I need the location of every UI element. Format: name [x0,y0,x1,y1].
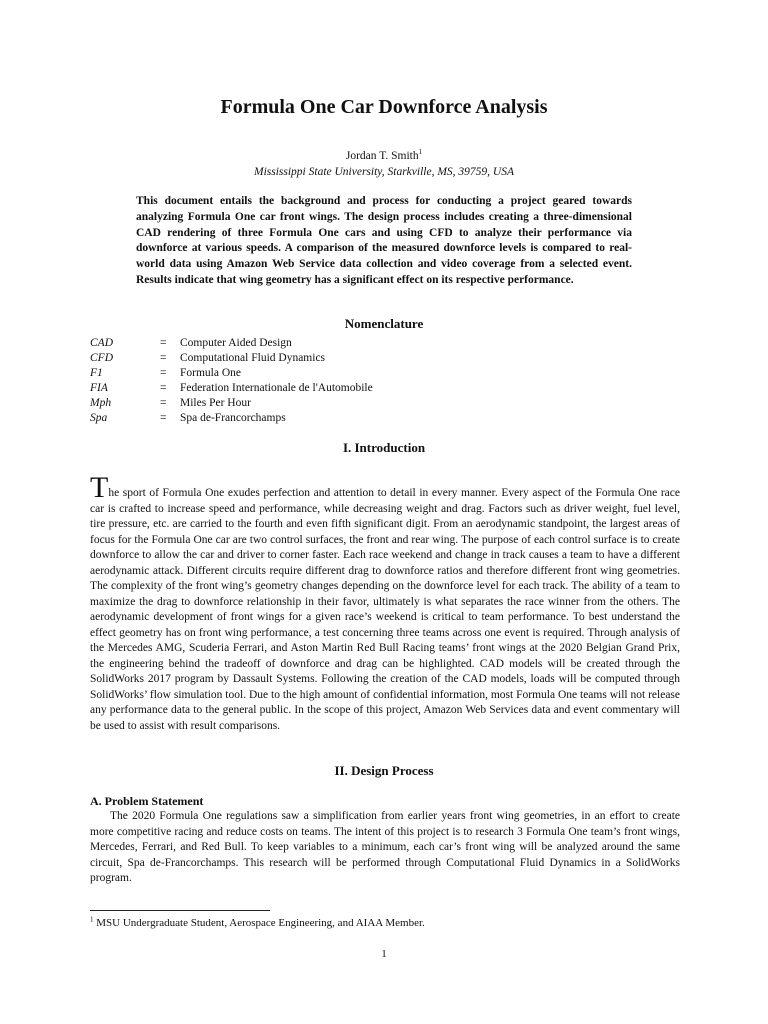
nomenclature-item [90,381,510,396]
nomenclature-abbr: CAD [90,337,113,349]
nomenclature-abbr: Spa [90,412,108,424]
nomenclature-item [90,396,510,411]
design-process-heading: II. Design Process [334,763,434,778]
nomenclature-def: Formula One [180,367,242,379]
author-affiliation: Mississippi State University, Starkville, MS, 39759, USA [253,166,514,178]
nomenclature-def: Miles Per Hour [180,397,251,409]
nomenclature-def: Spa de-Francorchamps [180,412,286,424]
nomenclature-item [90,351,510,366]
footnote-text: MSU Undergraduate Student, Aerospace Engineering, and AIAA Member. [93,917,425,929]
author-footnote-marker: 1 [418,148,423,157]
problem-statement-paragraph: The 2020 Formula One regulations saw a simplification from earlier years front wing geometries, in an effort to create more competitive racing and reduce costs on teams. The intent of this project is to research 3 Formula One team’s front wings, Mercedes, Ferrari, and Red Bull. To keep variables to a minimum, each car’s front wing will be analyzed around the same circuit, Spa de-Francorchamps. This research will be performed through Computational Fluid Dynamics in a SolidWorks program. [90,810,680,884]
nomenclature-eq: = [160,382,167,394]
introduction-heading: I. Introduction [342,440,426,455]
nomenclature-abbr: Mph [90,397,112,409]
footnote-marker: 1 [90,915,94,924]
abstract: This document entails the background and process for conducting a project geared towards analyzing Formula One car front wings. The design process includes creating a three-dimensional CAD rendering of three Formula One cars and using CFD to analyze their performance via downforce at various speeds. A comparison of the measured downforce levels is compared to real-world data using Amazon Web Service data collection and video coverage from a selected event. Results indicate that wing geometry has a significant effect on its respective performance. [136,195,632,286]
problem-statement-heading: A. Problem Statement [90,794,204,808]
nomenclature-item [90,411,510,426]
page-number: 1 [381,948,387,960]
nomenclature-item [90,336,510,351]
footnote [90,917,680,929]
introduction-paragraph [90,471,680,734]
nomenclature-def: Computer Aided Design [180,337,292,349]
nomenclature-item [90,366,510,381]
nomenclature-heading: Nomenclature [344,316,424,331]
nomenclature-def: Computational Fluid Dynamics [180,352,326,364]
author-name: Jordan T. Smith [345,150,419,162]
nomenclature-eq: = [160,397,167,409]
nomenclature-def: Federation Internationale de l'Automobile [180,382,373,394]
nomenclature-eq: = [160,337,167,349]
drop-cap: T [90,471,109,504]
paper-title: Formula One Car Downforce Analysis [220,96,548,118]
nomenclature-list [90,336,510,426]
footnote-divider [90,910,270,911]
nomenclature-eq: = [160,352,167,364]
nomenclature-abbr: F1 [90,367,103,379]
nomenclature-abbr: FIA [90,382,108,394]
nomenclature-eq: = [160,412,167,424]
nomenclature-eq: = [160,367,167,379]
author-line [0,150,768,162]
introduction-text: he sport of Formula One exudes perfection and attention to detail in every manner. Every aspect of the Formula One race car is crafted to increase speed and performance, while decreasing weight and drag. Factors such as driver weight, fuel level, tire pressure, etc. are carried to the fourth and even fifth significant digit. From an aerodynamic standpoint, the largest areas of focus for the Formula One car are two control surfaces, the front and rear wing. The purpose of each control surface is to create downforce to allow the car and driver to corner faster. Each race weekend and change in track causes a team to have a different aerodynamic attack. Different circuits require different drag to downforce ratios and therefore different front wing geometries. The complexity of the front wing’s geometry changes depending on the downforce level for each track. The ability of a team to maximize the drag to downforce relationship in their favor, ultimately is what separates the race winner from the others. The aerodynamic development of front wings for a given race’s weekend is critical to team performance. To best understand the effect geometry has on front wing performance, a test concerning three teams across one event is required. Through analysis of the Mercedes AMG, Scuderia Ferrari, and Aston Martin Red Bull Racing teams’ front wings at the 2020 Belgian Grand Prix, the engineering behind the tradeoff of downforce and drag can be highlighted. CAD models will be created through the SolidWorks 2017 program by Dassault Systems. Following the creation of the CAD models, loads will be computed through SolidWorks’ flow simulation tool. Due to the high amount of confidential information, most Formula One teams will not release any performance data to the general public. In the scope of this project, Amazon Web Services data and event commentary will be used to assist with result comparisons. [90,487,680,732]
nomenclature-abbr: CFD [90,352,113,364]
